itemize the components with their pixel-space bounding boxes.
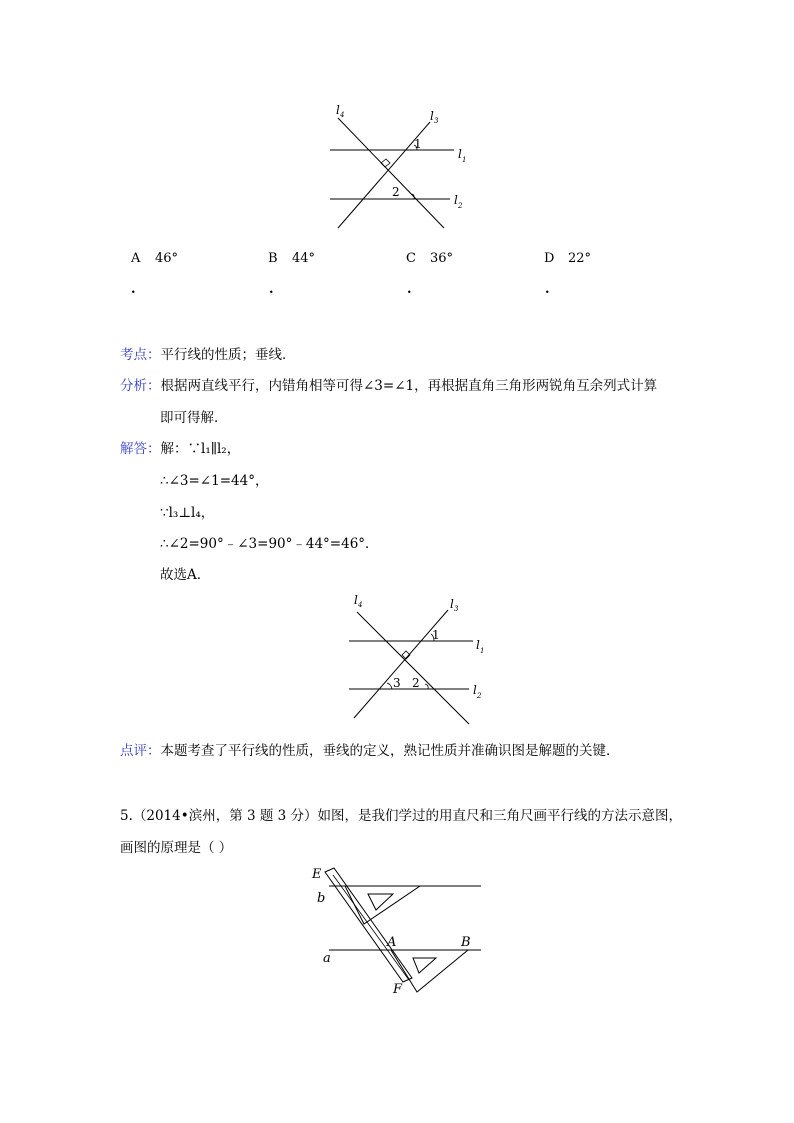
fig2-label-l3: l xyxy=(450,597,454,611)
jieda-step-2: ∴∠3=∠1=44°， xyxy=(160,473,269,489)
label-b: b xyxy=(317,891,326,906)
jieda-step-5: 故选A． xyxy=(160,567,211,583)
fig2-label-l2: l xyxy=(473,683,477,697)
option-d-dot: . xyxy=(545,282,550,297)
jieda-line: 解答：解：∵l₁∥l₂， xyxy=(120,441,241,457)
svg-text:2: 2 xyxy=(477,692,482,700)
jieda-step-4: ∴∠2=90°﹣∠3=90°﹣44°=46°． xyxy=(160,536,379,552)
option-a[interactable]: A 46° xyxy=(131,251,179,266)
label-l4: l xyxy=(336,103,340,117)
fenxi-tag: 分析： xyxy=(120,378,161,394)
fig2-angle-3-label: 3 xyxy=(393,676,401,690)
fenxi-line-2: 即可得解． xyxy=(160,410,228,426)
figure-3 xyxy=(305,860,490,1000)
svg-text:2: 2 xyxy=(458,202,463,210)
label-l2: l xyxy=(454,193,458,207)
label-l3: l xyxy=(430,109,434,123)
option-b-dot: . xyxy=(269,282,274,297)
fig2-angle-1-label: 1 xyxy=(432,628,440,642)
question-5-line-2: 画图的原理是（ ） xyxy=(120,840,233,856)
kaodian-line: 考点：平行线的性质；垂线． xyxy=(120,347,296,363)
option-c[interactable]: C 36° xyxy=(406,251,454,266)
label-B: B xyxy=(461,935,471,950)
svg-text:3: 3 xyxy=(454,605,459,613)
kaodian-tag: 考点： xyxy=(120,347,161,363)
svg-text:1: 1 xyxy=(480,647,485,655)
label-F: F xyxy=(393,982,403,997)
angle-2-label: 2 xyxy=(392,185,400,199)
fenxi-line: 分析：根据两直线平行，内错角相等可得∠3=∠1，再根据直角三角形两锐角互余列式计算 xyxy=(120,378,658,394)
fig2-label-l4: l xyxy=(354,593,358,607)
jieda-tag: 解答： xyxy=(120,441,161,457)
dianping-line: 点评：本题考查了平行线的性质，垂线的定义，熟记性质并准确识图是解题的关键． xyxy=(120,743,620,759)
label-l1: l xyxy=(458,147,462,161)
jieda-step-3: ∵l₃⊥l₄， xyxy=(160,505,215,521)
svg-text:3: 3 xyxy=(434,117,439,125)
option-d[interactable]: D 22° xyxy=(544,251,592,266)
figure-1 xyxy=(326,100,476,235)
fig2-label-l1: l xyxy=(476,638,480,652)
angle-1-label: 1 xyxy=(414,137,422,151)
dianping-tag: 点评： xyxy=(120,743,161,759)
option-a-dot: . xyxy=(131,282,136,297)
label-E: E xyxy=(312,867,322,882)
label-A: A xyxy=(387,935,397,950)
figure-2 xyxy=(345,590,495,725)
label-a: a xyxy=(323,951,331,966)
option-c-dot: . xyxy=(407,282,412,297)
question-5-line-1: 5.（2014•滨州，第 3 题 3 分）如图，是我们学过的用直尺和三角尺画平行线的方法示意图， xyxy=(120,808,683,824)
svg-text:1: 1 xyxy=(462,156,467,164)
svg-text:4: 4 xyxy=(340,111,345,119)
svg-text:4: 4 xyxy=(358,601,363,609)
fig2-angle-2-label: 2 xyxy=(412,676,420,690)
option-b[interactable]: B 44° xyxy=(268,251,316,266)
